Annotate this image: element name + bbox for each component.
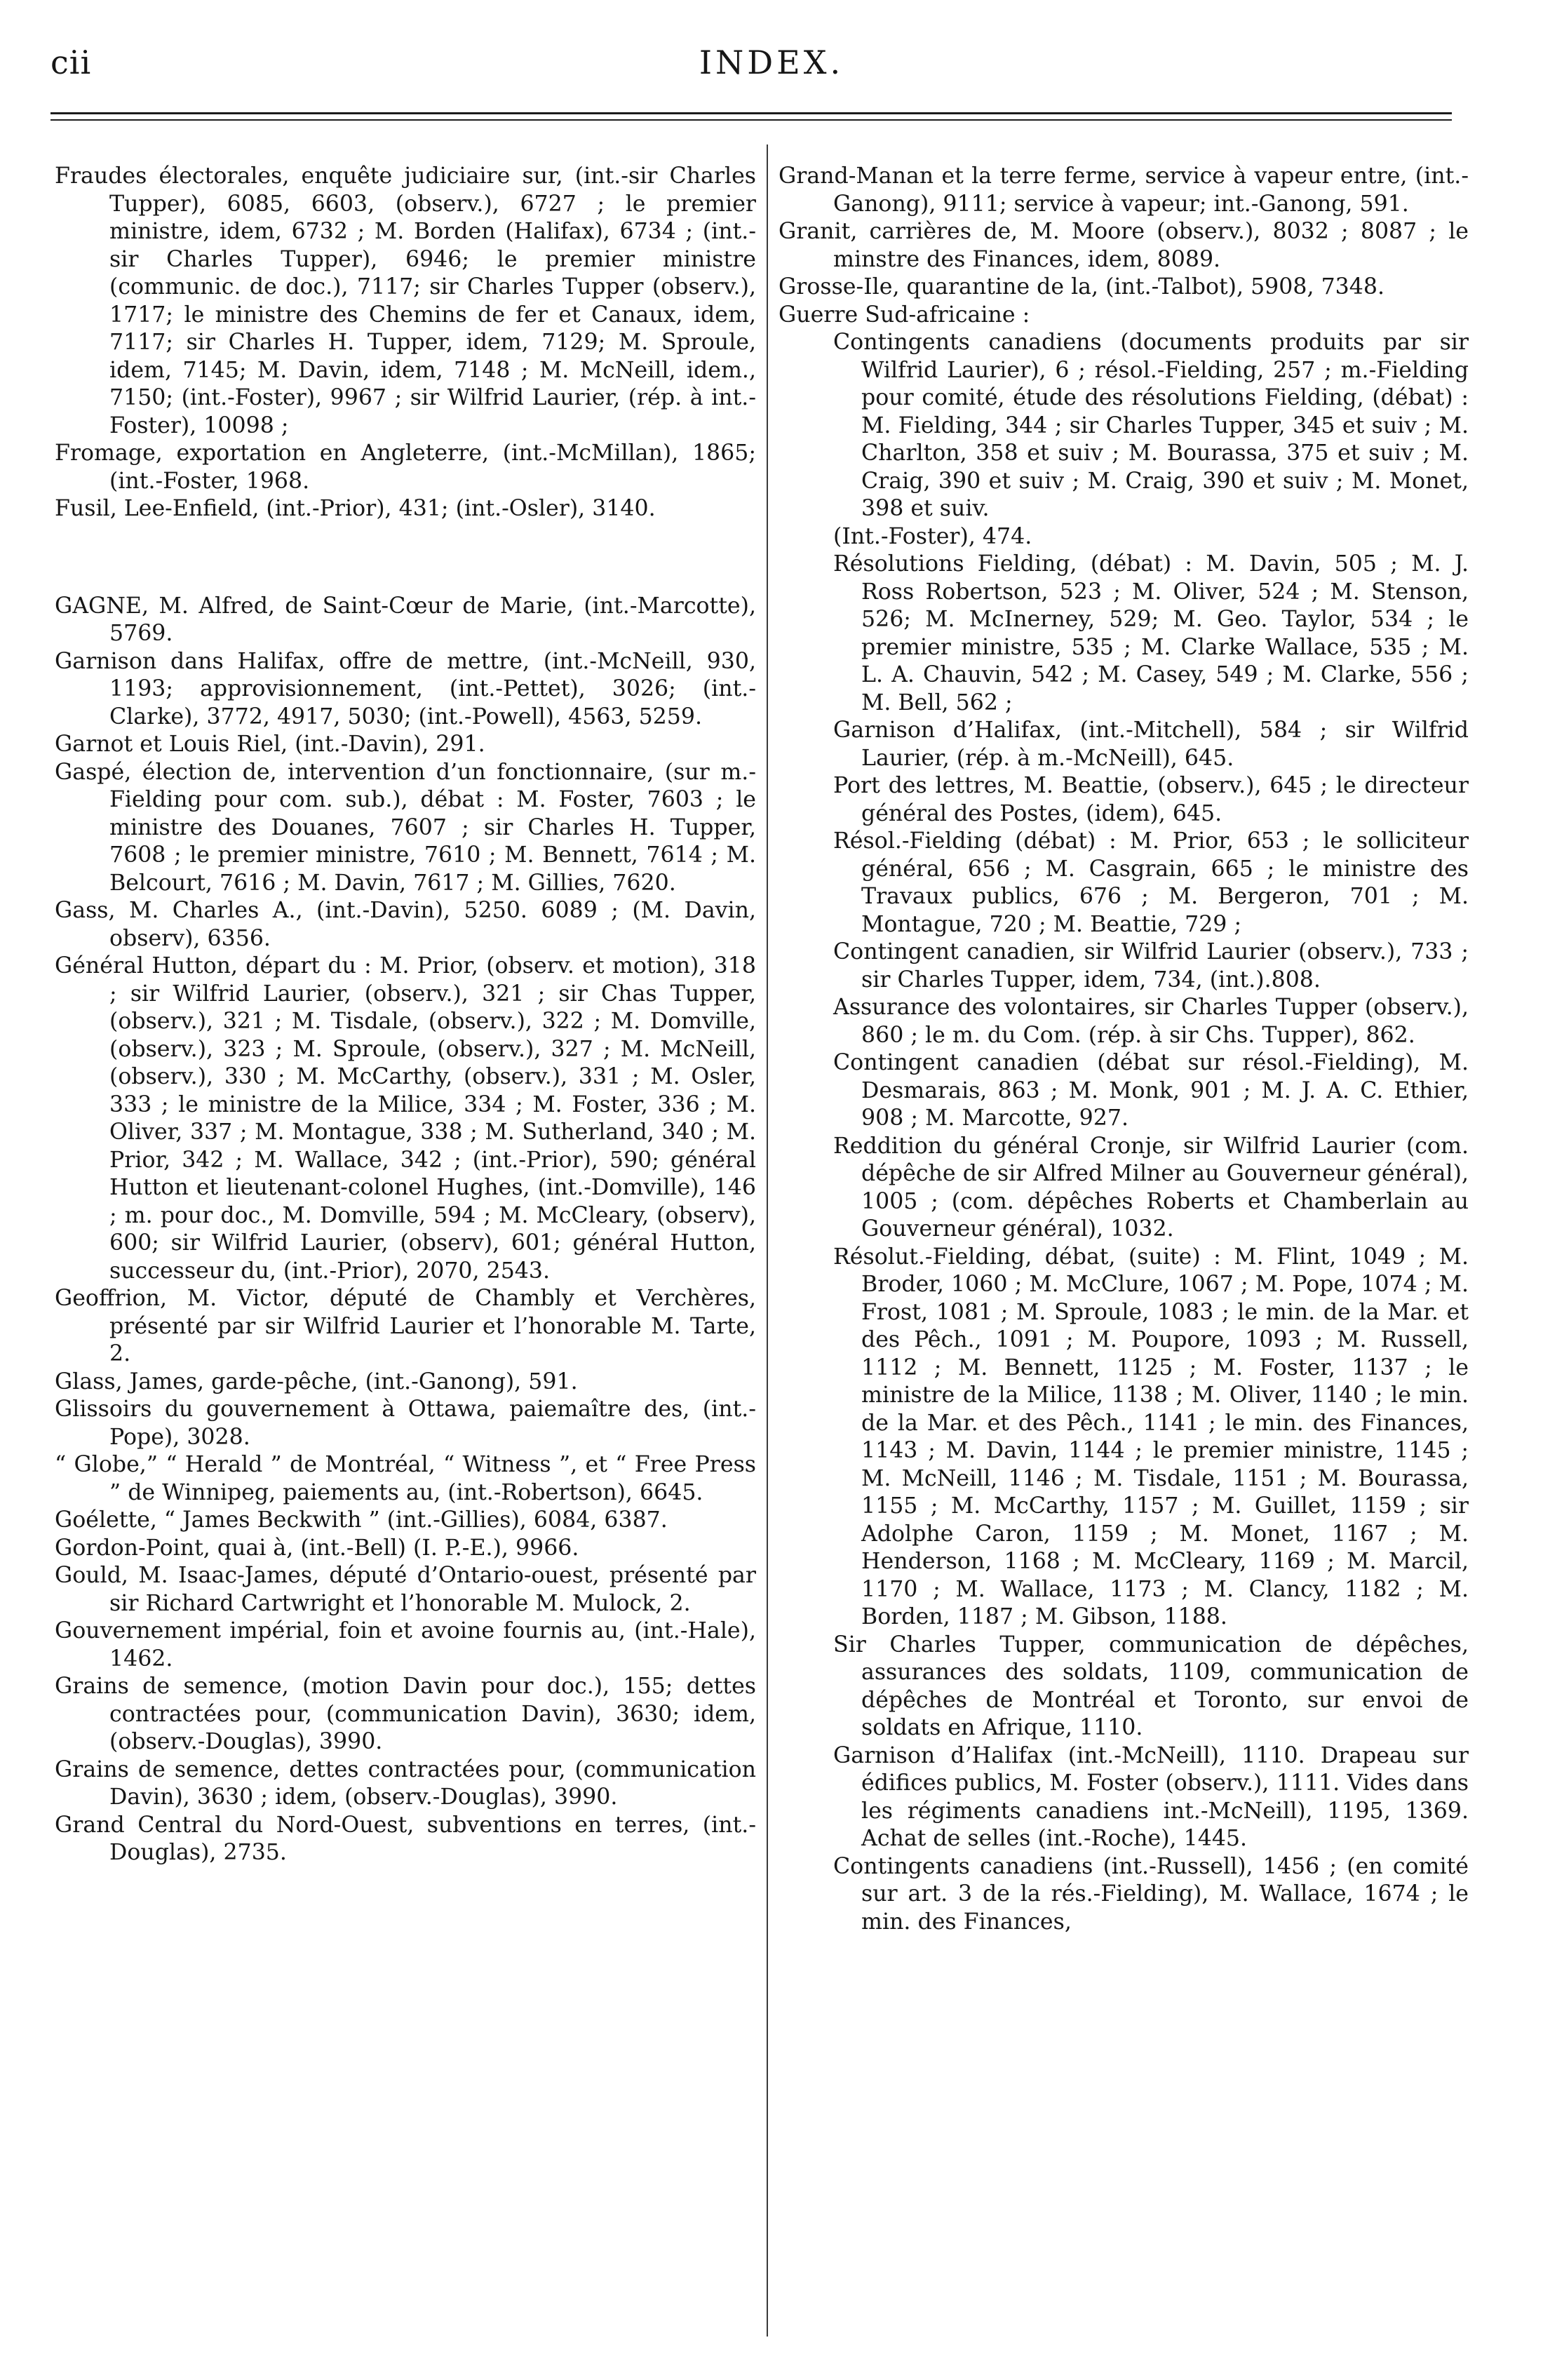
index-sub-entry: Contingent canadien (débat sur résol.-Fielding), M. Desmarais, 863 ; M. Monk, 901 ; M. J. A. C. Ethier, 908 ; M. Marcotte, 927. [833, 1050, 1469, 1131]
index-sub-entry: Contingents canadiens (documents produits par sir Wilfrid Laurier), 6 ; résol.-Fielding, 257 ; m.-Fielding pour comité, étude des résolutions Fielding, (débat) : M. Fielding, 344 ; sir Charles Tupper, 345 et suiv ; M. Charlton, 358 et suiv ; M. Bourassa, 375 et suiv ; M. Craig, 390 et suiv ; M. Craig, 390 et suiv ; M. Monet, 398 et suiv. [833, 330, 1469, 521]
index-sub-entry: Résol.-Fielding (débat) : M. Prior, 653 ; le solliciteur général, 656 ; M. Casgrain, 665 ; le ministre des Travaux publics, 676 ; M. Bergeron, 701 ; M. Montague, 720 ; M. Beattie, 729 ; [833, 828, 1469, 937]
index-entry: Gass, M. Charles A., (int.-Davin), 5250. 6089 ; (M. Davin, observ), 6356. [55, 898, 756, 951]
index-sub-entry: Port des lettres, M. Beattie, (observ.), 645 ; le directeur général des Postes, (idem), 645. [833, 773, 1469, 826]
header-rule [50, 112, 1452, 114]
index-entry: Grand Central du Nord-Ouest, subventions en terres, (int.-Douglas), 2735. [55, 1812, 756, 1865]
page-number: cii [50, 43, 92, 81]
index-sub-entry: Garnison d’Halifax, (int.-Mitchell), 584 ; sir Wilfrid Laurier, (rép. à m.-McNeill), 645. [833, 718, 1469, 771]
left-index-column [55, 163, 756, 1867]
header-rule [50, 119, 1452, 121]
index-entry: Grains de semence, dettes contractées pour, (communication Davin), 3630 ; idem, (observ.-Douglas), 3990. [55, 1756, 756, 1810]
index-entry: Goélette, “ James Beckwith ” (int.-Gillies), 6084, 6387. [55, 1507, 668, 1533]
index-entry: “ Globe,” “ Herald ” de Montréal, “ Witness ”, et “ Free Press ” de Winnipeg, paiements au, (int.-Robertson), 6645. [55, 1452, 756, 1505]
index-entry: Garnot et Louis Riel, (int.-Davin), 291. [55, 732, 485, 757]
index-sub-entry: Assurance des volontaires, sir Charles Tupper (observ.), 860 ; le m. du Com. (rép. à sir Chs. Tupper), 862. [833, 995, 1469, 1048]
index-entry: Fromage, exportation en Angleterre, (int.-McMillan), 1865; (int.-Foster, 1968. [55, 441, 756, 494]
column-divider [767, 144, 768, 2337]
right-index-column [779, 163, 1469, 1936]
index-entry: GAGNE, M. Alfred, de Saint-Cœur de Marie, (int.-Marcotte), 5769. [55, 593, 756, 646]
index-entry: Granit, carrières de, M. Moore (observ.), 8032 ; 8087 ; le minstre des Finances, idem, 8089. [779, 219, 1469, 272]
running-head-title: INDEX. [699, 43, 844, 81]
index-sub-entry: Reddition du général Cronje, sir Wilfrid Laurier (com. dépêche de sir Alfred Milner au Gouverneur général), 1005 ; (com. dépêches Roberts et Chamberlain au Gouverneur général), 1032. [833, 1133, 1469, 1242]
index-entry: Fraudes électorales, enquête judiciaire sur, (int.-sir Charles Tupper), 6085, 6603, (observ.), 6727 ; le premier ministre, idem, 6732 ; M. Borden (Halifax), 6734 ; (int.-sir Charles Tupper), 6946; le premier ministre (communic. de doc.), 7117; sir Charles Tupper (observ.), 1717; le ministre des Chemins de fer et Canaux, idem, 7117; sir Charles H. Tupper, idem, 7129; M. Sproule, idem, 7145; M. Davin, idem, 7148 ; M. McNeill, idem., 7150; (int.-Foster), 9967 ; sir Wilfrid Laurier, (rép. à int.-Foster), 10098 ; [55, 163, 756, 438]
index-entry: Geoffrion, M. Victor, député de Chambly et Verchères, présenté par sir Wilfrid Laurier et l’honorable M. Tarte, 2. [55, 1286, 756, 1366]
index-sub-entry: Garnison d’Halifax (int.-McNeill), 1110. Drapeau sur édifices publics, M. Foster (observ.), 1111. Vides dans les régiments canadiens int.-McNeill), 1195, 1369. Achat de selles (int.-Roche), 1445. [833, 1742, 1469, 1851]
section-gap [55, 523, 756, 593]
index-entry: Glissoirs du gouvernement à Ottawa, paiemaître des, (int.-Pope), 3028. [55, 1397, 756, 1450]
index-entry: Garnison dans Halifax, offre de mettre, (int.-McNeill, 930, 1193; approvisionnement, (int.-Pettet), 3026; (int.-Clarke), 3772, 4917, 5030; (int.-Powell), 4563, 5259. [55, 648, 756, 730]
index-entry: Gaspé, élection de, intervention d’un fonctionnaire, (sur m.-Fielding pour com. sub.), débat : M. Foster, 7603 ; le ministre des Douanes, 7607 ; sir Charles H. Tupper, 7608 ; le premier ministre, 7610 ; M. Bennett, 7614 ; M. Belcourt, 7616 ; M. Davin, 7617 ; M. Gillies, 7620. [55, 759, 756, 896]
index-entry: Grand-Manan et la terre ferme, service à vapeur entre, (int.-Ganong), 9111; service à vapeur; int.-Ganong, 591. [779, 163, 1469, 217]
index-entry: Fusil, Lee-Enfield, (int.-Prior), 431; (int.-Osler), 3140. [55, 496, 656, 521]
index-entry-heading: Guerre Sud-africaine : [779, 302, 1030, 328]
index-entry: Gould, M. Isaac-James, député d’Ontario-ouest, présenté par sir Richard Cartwright et l’honorable M. Mulock, 2. [55, 1563, 756, 1616]
index-sub-entry: Contingents canadiens (int.-Russell), 1456 ; (en comité sur art. 3 de la rés.-Fielding), M. Wallace, 1674 ; le min. des Finances, [833, 1853, 1469, 1935]
index-entry: Gordon-Point, quai à, (int.-Bell) (I. P.-E.), 9966. [55, 1535, 579, 1561]
index-entry: Général Hutton, départ du : M. Prior, (observ. et motion), 318 ; sir Wilfrid Laurier, (observ.), 321 ; sir Chas Tupper, (observ.), 321 ; M. Tisdale, (observ.), 322 ; M. Domville, (observ.), 323 ; M. Sproule, (observ.), 327 ; M. McNeill, (observ.), 330 ; M. McCarthy, (observ.), 331 ; M. Osler, 333 ; le ministre de la Milice, 334 ; M. Foster, 336 ; M. Oliver, 337 ; M. Montague, 338 ; M. Sutherland, 340 ; M. Prior, 342 ; M. Wallace, 342 ; (int.-Prior), 590; général Hutton et lieutenant-colonel Hughes, (int.-Domville), 146 ; m. pour doc., M. Domville, 594 ; M. McCleary, (observ), 600; sir Wilfrid Laurier, (observ), 601; général Hutton, successeur du, (int.-Prior), 2070, 2543. [55, 953, 756, 1284]
index-sub-entry: Contingent canadien, sir Wilfrid Laurier (observ.), 733 ; sir Charles Tupper, idem, 734, (int.).808. [833, 939, 1469, 993]
index-sub-entry: Résolutions Fielding, (débat) : M. Davin, 505 ; M. J. Ross Robertson, 523 ; M. Oliver, 524 ; M. Stenson, 526; M. McInerney, 529; M. Geo. Taylor, 534 ; le premier ministre, 535 ; M. Clarke Wallace, 535 ; M. L. A. Chauvin, 542 ; M. Casey, 549 ; M. Clarke, 556 ; M. Bell, 562 ; [833, 551, 1469, 715]
index-entry: Grosse-Ile, quarantine de la, (int.-Talbot), 5908, 7348. [779, 274, 1385, 300]
index-entry: Gouvernement impérial, foin et avoine fournis au, (int.-Hale), 1462. [55, 1618, 756, 1672]
index-sub-entry: Résolut.-Fielding, débat, (suite) : M. Flint, 1049 ; M. Broder, 1060 ; M. McClure, 1067 ; M. Pope, 1074 ; M. Frost, 1081 ; M. Sproule, 1083 ; le min. de la Mar. et des Pêch., 1091 ; M. Poupore, 1093 ; M. Russell, 1112 ; M. Bennett, 1125 ; M. Foster, 1137 ; le ministre de la Milice, 1138 ; M. Oliver, 1140 ; le min. de la Mar. et des Pêch., 1141 ; le min. des Finances, 1143 ; M. Davin, 1144 ; le premier ministre, 1145 ; M. McNeill, 1146 ; M. Tisdale, 1151 ; M. Bourassa, 1155 ; M. McCarthy, 1157 ; M. Guillet, 1159 ; sir Adolphe Caron, 1159 ; M. Monet, 1167 ; M. Henderson, 1168 ; M. McCleary, 1169 ; M. Marcil, 1170 ; M. Wallace, 1173 ; M. Clancy, 1182 ; M. Borden, 1187 ; M. Gibson, 1188. [833, 1244, 1469, 1629]
index-entry: Glass, James, garde-pêche, (int.-Ganong), 591. [55, 1369, 578, 1394]
index-entry: Grains de semence, (motion Davin pour doc.), 155; dettes contractées pour, (communication Davin), 3630; idem, (observ.-Douglas), 3990. [55, 1674, 756, 1754]
index-sub-entry: (Int.-Foster), 474. [833, 523, 1032, 549]
index-sub-entry: Sir Charles Tupper, communication de dépêches, assurances des soldats, 1109, communication de dépêches de Montréal et Toronto, sur envoi de soldats en Afrique, 1110. [833, 1632, 1469, 1740]
